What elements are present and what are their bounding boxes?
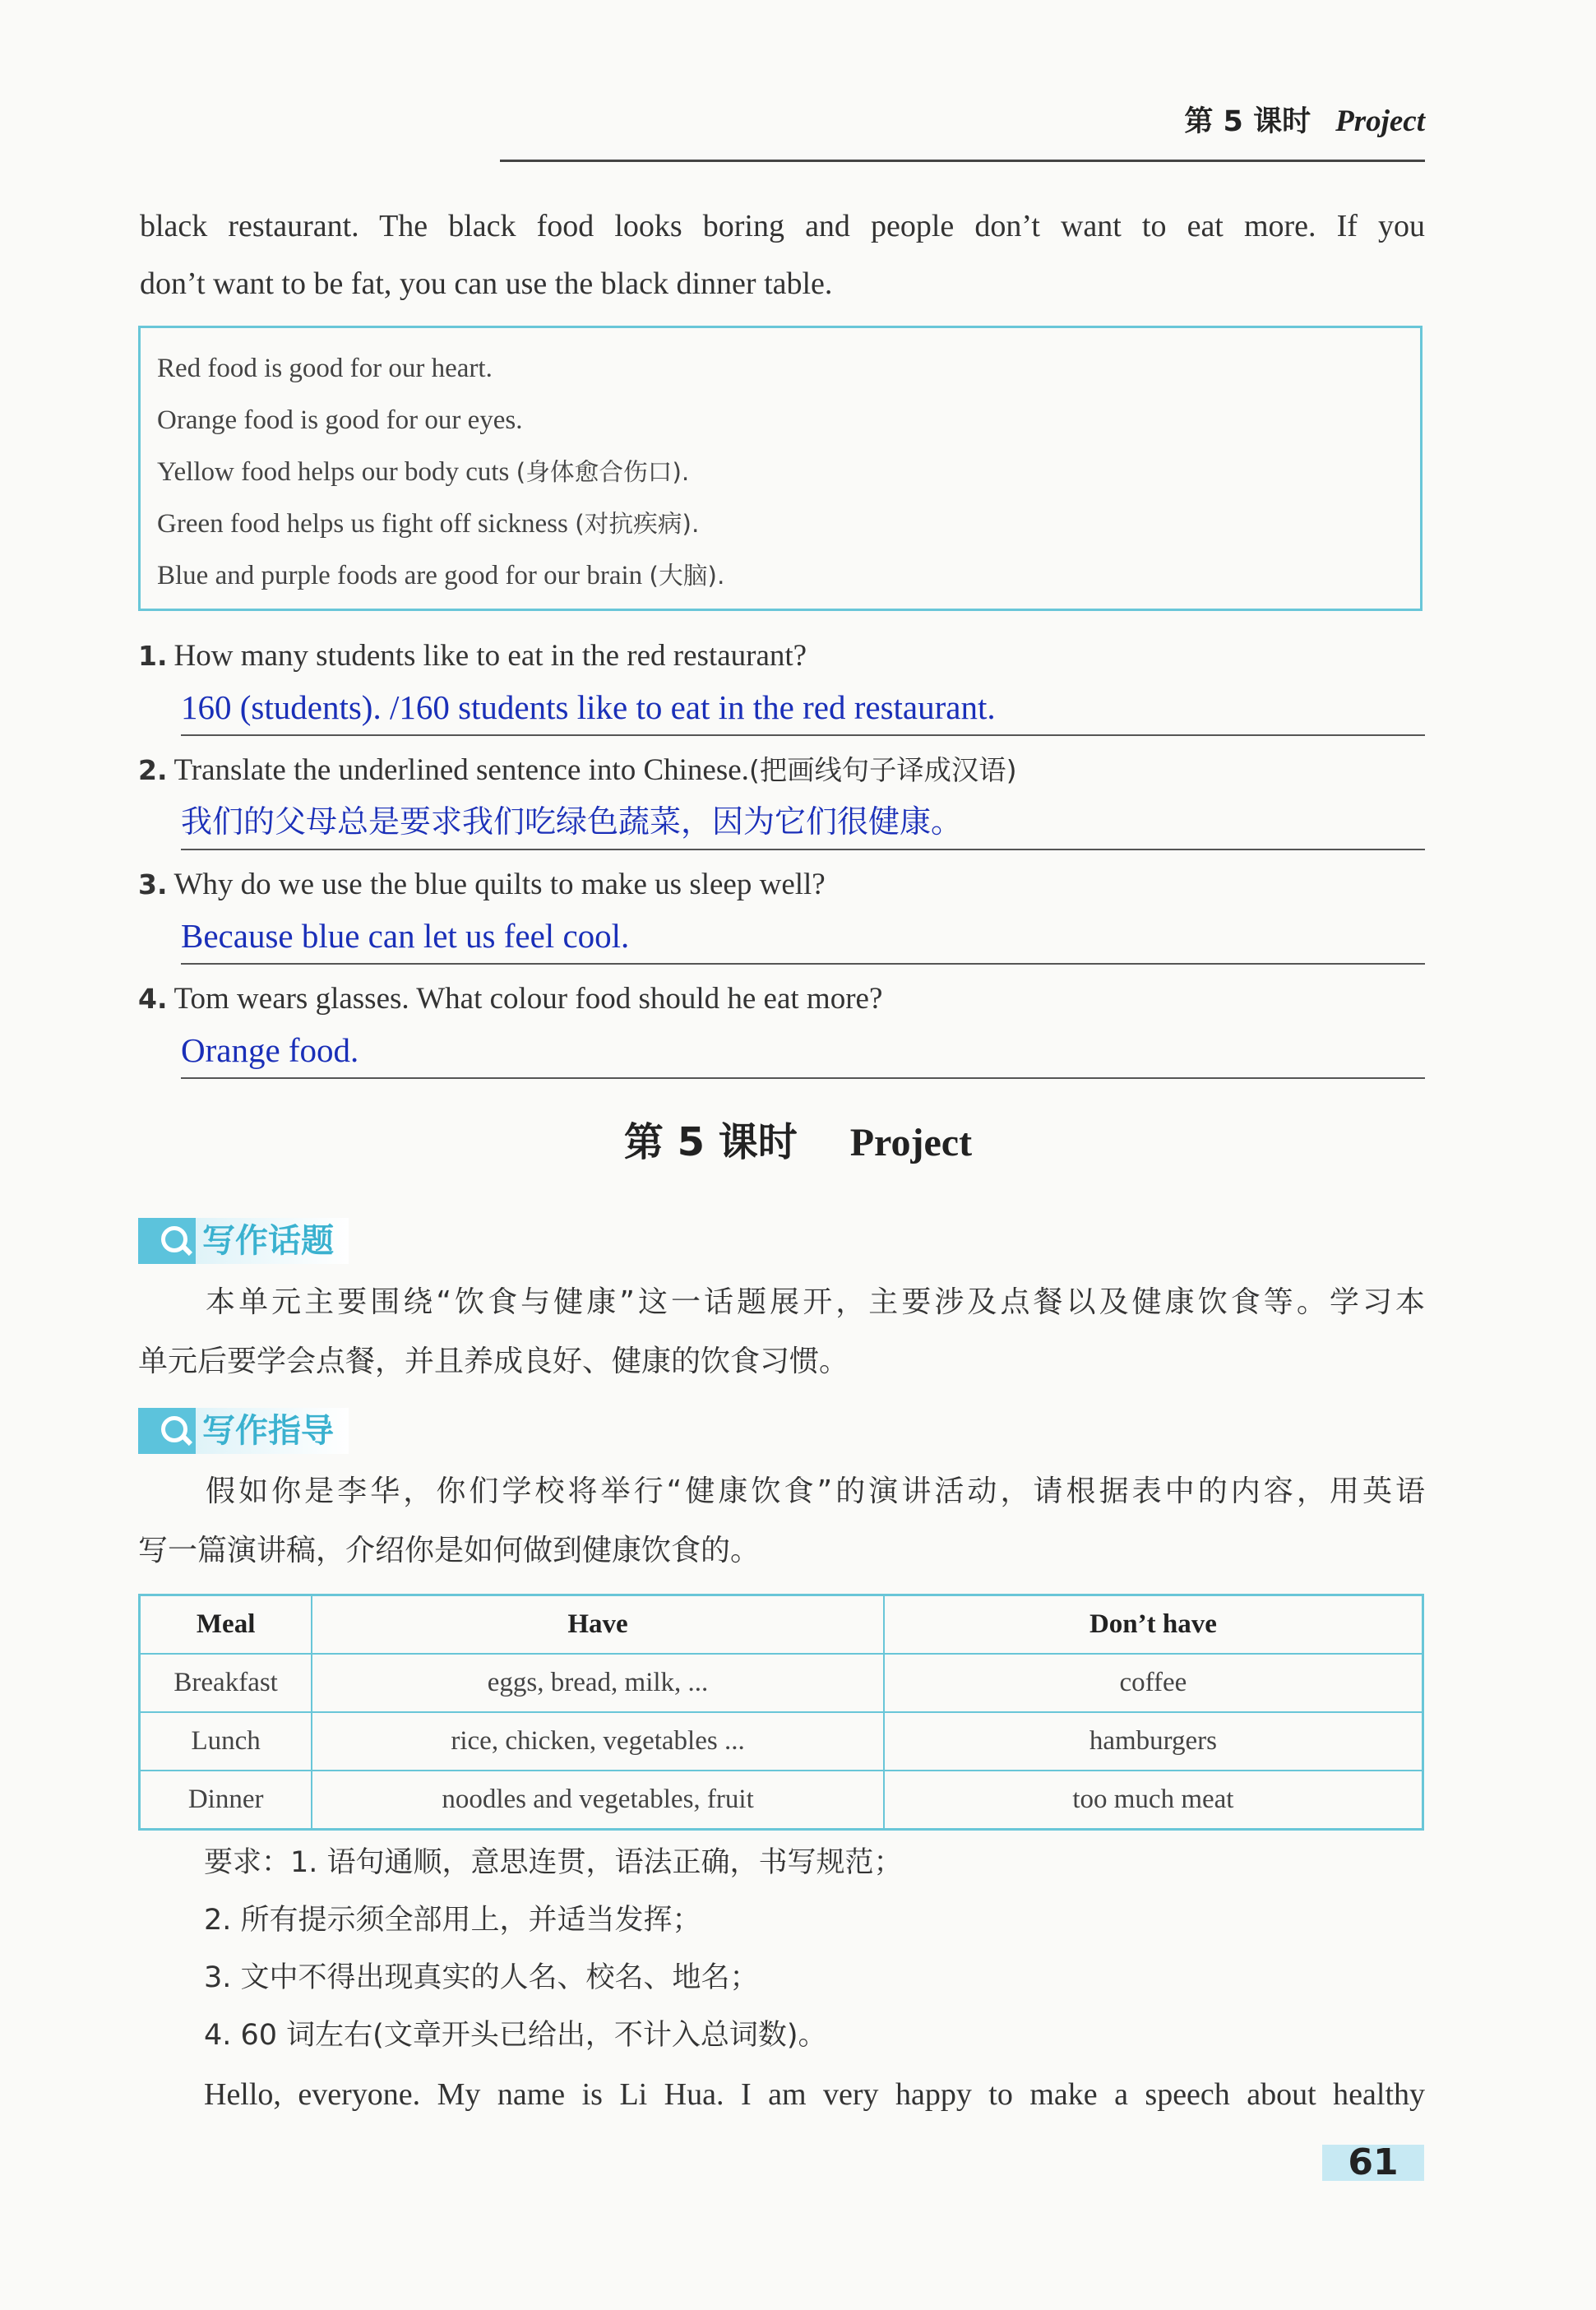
table-row	[140, 1771, 1423, 1830]
cell-dont-have: hamburgers	[884, 1712, 1423, 1771]
note-line: Yellow food helps our body cuts (身体愈合伤口).	[157, 457, 690, 487]
requirement-3: 3. 文中不得出现真实的人名、校名、地名；	[204, 1961, 759, 1994]
writing-topic-badge	[138, 1217, 349, 1265]
cell-meal: Lunch	[140, 1712, 312, 1771]
note-line: Blue and purple foods are good for our brain (大脑).	[157, 561, 725, 590]
guide-line-2: 写一篇演讲稿，介绍你是如何做到健康饮食的。	[138, 1534, 761, 1567]
magnifier-icon	[138, 1408, 196, 1454]
intro-line-1: black restaurant. The black food looks boring and people don’t want to eat more. If you	[140, 209, 1425, 243]
meal-table	[138, 1594, 1424, 1831]
answer-line[interactable]: 我们的父母总是要求我们吃绿色蔬菜，因为它们很健康。	[181, 794, 1425, 850]
question-prompt: 1. How many students like to eat in the red restaurant?	[138, 639, 807, 673]
requirement-1: 要求：1. 语句通顺，意思连贯，语法正确，书写规范；	[204, 1846, 903, 1879]
writing-guide-badge	[138, 1407, 349, 1455]
cell-meal: Dinner	[140, 1771, 312, 1830]
intro-line-2: don’t want to be fat, you can use the black dinner table.	[140, 266, 833, 301]
header-rule	[500, 160, 1425, 162]
table-row	[140, 1654, 1423, 1712]
requirement-4: 4. 60 词左右(文章开头已给出，不计入总词数)。	[204, 2019, 827, 2052]
question-3	[138, 864, 1425, 965]
question-prompt: 4. Tom wears glasses. What colour food should he eat more?	[138, 982, 883, 1016]
question-1	[138, 636, 1425, 736]
cell-have: rice, chicken, vegetables ...	[312, 1712, 884, 1771]
note-line: Green food helps us fight off sickness (对抗疾病).	[157, 509, 700, 539]
question-prompt: 2. Translate the underlined sentence into Chinese.(把画线句子译成汉语)	[138, 753, 1017, 787]
question-prompt: 3. Why do we use the blue quilts to make us sleep well?	[138, 868, 826, 901]
magnifier-icon	[138, 1218, 196, 1264]
header-lesson: 第 5 课时	[1184, 105, 1311, 138]
page-number: 61	[1322, 2145, 1424, 2181]
header-meal: Meal	[140, 1595, 312, 1655]
header-dont-have: Don’t have	[884, 1595, 1423, 1655]
badge-label: 写作话题	[196, 1218, 349, 1264]
requirement-2: 2. 所有提示须全部用上，并适当发挥；	[204, 1904, 701, 1937]
topic-line-1: 本单元主要围绕“饮食与健康”这一话题展开，主要涉及点餐以及健康饮食等。学习本	[202, 1285, 1425, 1319]
header-title: Project	[1335, 104, 1425, 138]
page-header	[500, 99, 1425, 140]
answer-line[interactable]: 160 (students). /160 students like to eat in the red restaurant.	[181, 680, 1425, 736]
cell-meal: Breakfast	[140, 1654, 312, 1712]
answer-line[interactable]: Because blue can let us feel cool.	[181, 909, 1425, 965]
answer-line[interactable]: Orange food.	[181, 1023, 1425, 1079]
badge-label: 写作指导	[196, 1408, 349, 1454]
cell-dont-have: coffee	[884, 1654, 1423, 1712]
guide-line-1: 假如你是李华，你们学校将举行“健康饮食”的演讲活动，请根据表中的内容，用英语	[202, 1474, 1425, 1508]
speech-start: Hello, everyone. My name is Li Hua. I am very happy to make a speech about healthy	[204, 2077, 1425, 2112]
cell-have: noodles and vegetables, fruit	[312, 1771, 884, 1830]
header-have: Have	[312, 1595, 884, 1655]
cell-dont-have: too much meat	[884, 1771, 1423, 1830]
color-food-note-box	[138, 326, 1423, 611]
topic-line-2: 单元后要学会点餐，并且养成良好、健康的饮食习惯。	[138, 1345, 849, 1378]
table-row	[140, 1712, 1423, 1771]
note-line: Orange food is good for our eyes.	[157, 405, 523, 435]
note-line: Red food is good for our heart.	[157, 354, 493, 383]
question-2	[138, 750, 1425, 850]
table-header-row	[140, 1595, 1423, 1655]
section-title: 第 5 课时 Project	[623, 1119, 973, 1165]
cell-have: eggs, bread, milk, ...	[312, 1654, 884, 1712]
question-4	[138, 979, 1425, 1079]
